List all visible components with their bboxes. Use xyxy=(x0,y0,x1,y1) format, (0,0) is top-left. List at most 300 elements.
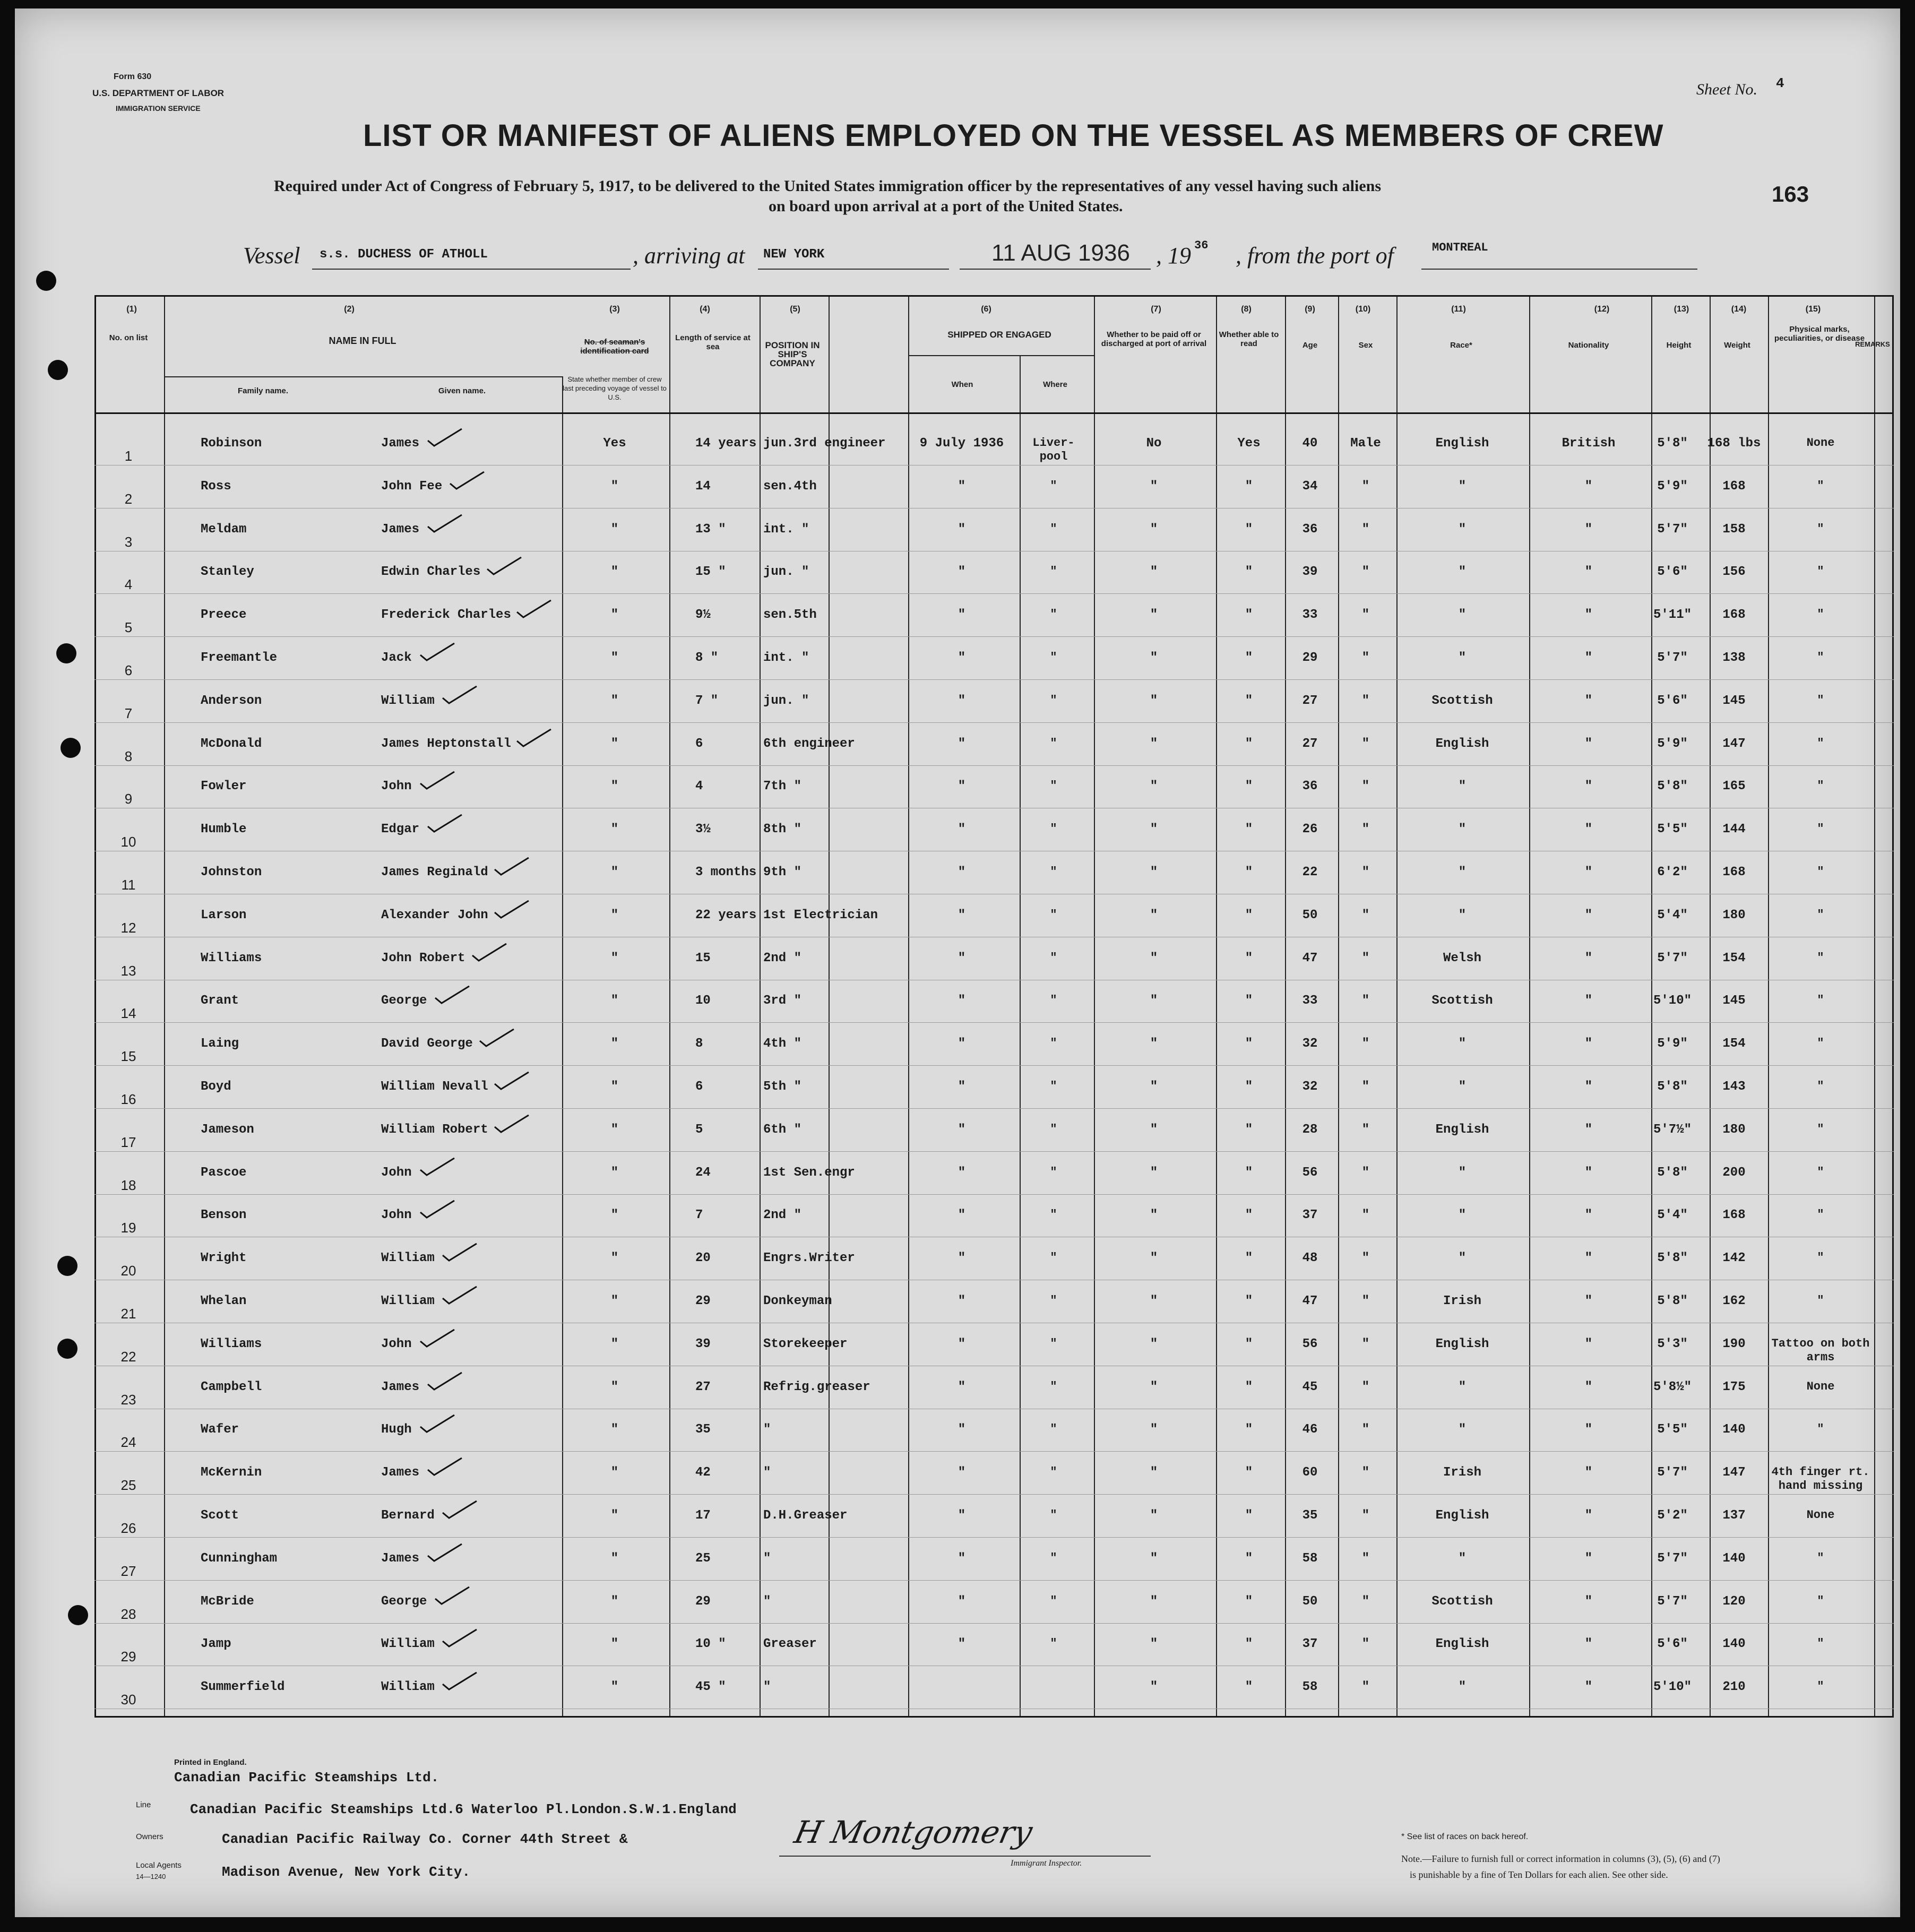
cell-age: 56 xyxy=(1302,1336,1318,1351)
cell-physical: " xyxy=(1817,908,1824,921)
row-number: 14 xyxy=(120,1005,136,1022)
checkmark-icon xyxy=(449,471,486,491)
cell-physical: " xyxy=(1817,1208,1824,1222)
cell-race: " xyxy=(1458,1680,1467,1695)
printed-note: Printed in England. xyxy=(174,1758,247,1767)
row-number: 11 xyxy=(121,877,136,893)
checkmark-icon xyxy=(486,556,523,576)
cell-where: " xyxy=(1050,1594,1057,1608)
cell-family: Campbell xyxy=(201,1379,262,1394)
cell-position: " xyxy=(763,1594,771,1609)
cell-nationality: " xyxy=(1584,608,1593,623)
cell-sex: " xyxy=(1361,479,1370,494)
cell-when: " xyxy=(958,951,966,965)
cell-family: Boyd xyxy=(201,1080,231,1094)
cell-position: 8th " xyxy=(763,822,802,837)
from-underline xyxy=(1421,269,1697,270)
cell-position: 6th engineer xyxy=(763,736,855,751)
cell-prev: " xyxy=(610,1122,619,1137)
from-label: , from the port of xyxy=(1236,243,1394,269)
cell-read: " xyxy=(1245,736,1253,751)
row-number: 29 xyxy=(120,1649,136,1665)
row-divider xyxy=(94,1451,1894,1452)
year: 36 xyxy=(1194,239,1209,252)
cell-given: Alexander John xyxy=(381,908,488,922)
cell-paid: " xyxy=(1150,1080,1158,1094)
checkmark-icon xyxy=(419,1157,456,1177)
punch-hole xyxy=(36,271,56,291)
cell-sex: " xyxy=(1361,1251,1370,1266)
row-number: 25 xyxy=(120,1477,136,1494)
cell-sex: " xyxy=(1361,865,1370,879)
checkmark-icon xyxy=(434,985,471,1005)
cell-nationality: " xyxy=(1584,479,1593,494)
cell-service: 6 xyxy=(695,1080,703,1094)
cell-sex: " xyxy=(1361,1294,1370,1308)
cell-race: " xyxy=(1458,1208,1467,1223)
cell-age: 33 xyxy=(1302,608,1318,623)
cell-when: " xyxy=(958,1422,966,1437)
cell-family: Robinson xyxy=(201,436,262,451)
cell-physical: " xyxy=(1817,779,1824,793)
cell-sex: " xyxy=(1361,608,1370,623)
header-sex: Sex xyxy=(1358,341,1373,350)
cell-physical: " xyxy=(1817,865,1824,878)
cell-prev: " xyxy=(610,908,619,922)
form-number: Form 630 xyxy=(114,72,152,81)
checkmark-icon xyxy=(419,1200,456,1220)
cell-when: " xyxy=(958,736,966,751)
cell-height: 5'8" xyxy=(1657,1080,1688,1094)
cell-nationality: " xyxy=(1584,1122,1593,1137)
cell-family: Preece xyxy=(201,608,247,623)
cell-service: 10 xyxy=(695,994,711,1008)
cell-when: " xyxy=(958,994,966,1008)
cell-service: 29 xyxy=(695,1294,711,1308)
cell-nationality: " xyxy=(1584,1165,1593,1180)
cell-family: Whelan xyxy=(201,1294,247,1308)
cell-sex: " xyxy=(1361,1037,1370,1051)
company-name: Canadian Pacific Steamships Ltd. xyxy=(174,1770,439,1786)
cell-age: 37 xyxy=(1302,1208,1318,1223)
header-height: Height xyxy=(1666,341,1692,350)
checkmark-icon xyxy=(516,599,553,619)
cell-read: Yes xyxy=(1237,436,1261,451)
cell-prev: " xyxy=(610,1551,619,1566)
cell-race: " xyxy=(1458,651,1467,665)
cell-age: 60 xyxy=(1302,1465,1318,1480)
cell-given: John xyxy=(381,779,412,794)
colnum: (2) xyxy=(344,305,355,314)
cell-race: English xyxy=(1435,1508,1489,1523)
cell-prev: " xyxy=(610,1465,619,1480)
cell-read: " xyxy=(1245,651,1253,665)
cell-given: John xyxy=(381,1208,412,1223)
subtitle-line-1: Required under Act of Congress of February 5, 1917, to be delivered to the United States immigration officer by the representatives of any vessel having such aliens xyxy=(274,177,1381,195)
cell-sex: " xyxy=(1361,1637,1370,1652)
cell-position: sen.4th xyxy=(763,479,817,494)
row-divider xyxy=(94,1537,1894,1538)
cell-given: Hugh xyxy=(381,1422,412,1437)
punch-hole xyxy=(61,738,81,758)
checkmark-icon xyxy=(442,1500,479,1520)
cell-when: " xyxy=(958,1465,966,1480)
colnum: (15) xyxy=(1805,305,1821,314)
agents-label: Local Agents xyxy=(136,1861,182,1870)
cell-age: 36 xyxy=(1302,522,1318,537)
row-number: 10 xyxy=(120,834,136,850)
row-number: 8 xyxy=(124,748,133,764)
cell-sex: " xyxy=(1361,1465,1370,1480)
cell-weight: 156 xyxy=(1722,565,1746,580)
cell-prev: " xyxy=(610,651,619,665)
cell-paid: " xyxy=(1150,1336,1158,1351)
cell-given: James xyxy=(381,1465,420,1480)
cell-age: 50 xyxy=(1302,908,1318,922)
row-number: 26 xyxy=(120,1520,136,1536)
cell-physical: " xyxy=(1817,565,1824,579)
cell-race: Scottish xyxy=(1431,1594,1493,1609)
cell-when: " xyxy=(958,1208,966,1223)
cell-physical: " xyxy=(1817,1165,1824,1179)
cell-race: " xyxy=(1458,1037,1467,1051)
checkmark-icon xyxy=(442,1286,479,1306)
cell-race: Scottish xyxy=(1431,693,1493,708)
form-code: 14—1240 xyxy=(136,1873,166,1881)
cell-nationality: " xyxy=(1584,779,1593,794)
cell-when: " xyxy=(958,1037,966,1051)
punch-hole xyxy=(57,1256,77,1276)
cell-prev: " xyxy=(610,1336,619,1351)
cell-weight: 137 xyxy=(1722,1508,1746,1523)
cell-height: 5'9" xyxy=(1657,479,1688,494)
cell-nationality: " xyxy=(1584,1294,1593,1308)
cell-race: " xyxy=(1458,565,1467,580)
cell-weight: 144 xyxy=(1722,822,1746,837)
cell-sex: " xyxy=(1361,1680,1370,1695)
cell-nationality: " xyxy=(1584,1251,1593,1266)
cell-when: " xyxy=(958,1294,966,1308)
cell-age: 50 xyxy=(1302,1594,1318,1609)
cell-service: 22 years xyxy=(695,908,757,922)
cell-where: " xyxy=(1050,608,1057,622)
cell-weight: 168 xyxy=(1722,1208,1746,1223)
cell-race: English xyxy=(1435,1336,1489,1351)
cell-when: " xyxy=(958,908,966,922)
cell-prev: " xyxy=(610,608,619,623)
row-number: 7 xyxy=(124,705,133,721)
cell-service: 24 xyxy=(695,1165,711,1180)
cell-prev: " xyxy=(610,1637,619,1652)
header-able-read: Whether able to read xyxy=(1219,330,1279,348)
checkmark-icon xyxy=(427,1372,464,1392)
cell-given: William Nevall xyxy=(381,1080,488,1094)
cell-family: Jameson xyxy=(201,1122,254,1137)
cell-family: Ross xyxy=(201,479,231,494)
cell-service: 39 xyxy=(695,1336,711,1351)
cell-weight: 120 xyxy=(1722,1594,1746,1609)
cell-nationality: " xyxy=(1584,1465,1593,1480)
cell-sex: " xyxy=(1361,779,1370,794)
cell-position: D.H.Greaser xyxy=(763,1508,848,1523)
department: U.S. DEPARTMENT OF LABOR xyxy=(92,88,225,98)
cell-family: Wright xyxy=(201,1251,247,1266)
cell-height: 6'2" xyxy=(1657,865,1688,879)
cell-age: 26 xyxy=(1302,822,1318,837)
cell-service: 6 xyxy=(695,736,703,751)
cell-nationality: " xyxy=(1584,1594,1593,1609)
cell-weight: 138 xyxy=(1722,651,1746,665)
cell-where: " xyxy=(1050,565,1057,579)
cell-read: " xyxy=(1245,865,1253,879)
cell-where: " xyxy=(1050,822,1057,836)
cell-family: Scott xyxy=(201,1508,239,1523)
cell-when: " xyxy=(958,1336,966,1351)
cell-paid: " xyxy=(1150,865,1158,879)
cell-nationality: " xyxy=(1584,822,1593,837)
cell-when: 9 July 1936 xyxy=(919,436,1004,451)
cell-service: 27 xyxy=(695,1379,711,1394)
cell-position: jun. " xyxy=(763,693,809,708)
inspector-signature: H Montgomery xyxy=(791,1814,1036,1850)
cell-read: " xyxy=(1245,479,1253,494)
row-divider xyxy=(94,1494,1894,1495)
checkmark-icon xyxy=(427,514,464,534)
cell-service: 3 months xyxy=(695,865,757,879)
cell-age: 45 xyxy=(1302,1379,1318,1394)
cell-paid: " xyxy=(1150,1551,1158,1566)
cell-height: 5'7" xyxy=(1657,1551,1688,1566)
cell-read: " xyxy=(1245,1594,1253,1609)
cell-service: 14 xyxy=(695,479,711,494)
cell-prev: " xyxy=(610,822,619,837)
cell-sex: " xyxy=(1361,522,1370,537)
cell-nationality: " xyxy=(1584,1551,1593,1566)
cell-nationality: " xyxy=(1584,1637,1593,1652)
cell-position: jun. " xyxy=(763,565,809,580)
cell-read: " xyxy=(1245,1680,1253,1695)
cell-nationality: " xyxy=(1584,651,1593,665)
cell-age: 39 xyxy=(1302,565,1318,580)
cell-physical: " xyxy=(1817,1294,1824,1307)
cell-age: 22 xyxy=(1302,865,1318,879)
row-number: 18 xyxy=(120,1177,136,1193)
cell-position: Donkeyman xyxy=(763,1294,832,1308)
cell-age: 47 xyxy=(1302,1294,1318,1308)
cell-read: " xyxy=(1245,1637,1253,1652)
header-paid-off: Whether to be paid off or discharged at port of arrival xyxy=(1101,330,1207,348)
cell-physical: " xyxy=(1817,1680,1824,1694)
year-label: , 19 xyxy=(1156,243,1191,269)
cell-paid: " xyxy=(1150,651,1158,665)
cell-height: 5'8" xyxy=(1657,1165,1688,1180)
cell-paid: " xyxy=(1150,522,1158,537)
row-number: 9 xyxy=(124,791,133,807)
cell-read: " xyxy=(1245,1465,1253,1480)
agents-value-1: Canadian Pacific Railway Co. Corner 44th Street & xyxy=(222,1831,628,1847)
cell-sex: Male xyxy=(1350,436,1381,451)
cell-sex: " xyxy=(1361,1165,1370,1180)
cell-prev: " xyxy=(610,1422,619,1437)
checkmark-icon xyxy=(427,1543,464,1563)
cell-service: 5 xyxy=(695,1122,703,1137)
row-number: 13 xyxy=(120,962,136,979)
cell-where: " xyxy=(1050,1336,1057,1350)
cell-position: sen.5th xyxy=(763,608,817,623)
cell-family: Wafer xyxy=(201,1422,239,1437)
row-number: 16 xyxy=(120,1091,136,1107)
checkmark-icon xyxy=(442,685,479,705)
vessel-name: s.s. DUCHESS OF ATHOLL xyxy=(320,247,488,262)
row-divider xyxy=(94,765,1894,766)
colnum: (13) xyxy=(1674,305,1689,314)
sheet-number: 4 xyxy=(1776,75,1784,91)
header-weight: Weight xyxy=(1724,341,1750,350)
cell-family: Williams xyxy=(201,951,262,965)
cell-height: 5'2" xyxy=(1657,1508,1688,1523)
colnum: (14) xyxy=(1731,305,1747,314)
cell-family: Fowler xyxy=(201,779,247,794)
row-number: 15 xyxy=(120,1048,136,1065)
header-given-name: Given name. xyxy=(438,386,486,395)
cell-read: " xyxy=(1245,1336,1253,1351)
cell-height: 5'7" xyxy=(1657,1594,1688,1609)
cell-where: " xyxy=(1050,1551,1057,1565)
row-divider xyxy=(94,1194,1894,1195)
cell-height: 5'7" xyxy=(1657,951,1688,965)
cell-service: 9½ xyxy=(695,608,711,623)
cell-service: 7 " xyxy=(695,693,719,708)
cell-where: " xyxy=(1050,1379,1057,1393)
cell-weight: 190 xyxy=(1722,1336,1746,1351)
date-underline xyxy=(960,269,1151,270)
cell-position: 6th " xyxy=(763,1122,802,1137)
cell-given: Edgar xyxy=(381,822,420,837)
cell-paid: " xyxy=(1150,822,1158,837)
cell-where: " xyxy=(1050,479,1057,493)
cell-where: " xyxy=(1050,1122,1057,1136)
cell-weight: 168 lbs xyxy=(1707,436,1761,451)
header-when: When xyxy=(951,380,973,389)
cell-nationality: " xyxy=(1584,1080,1593,1094)
cell-race: " xyxy=(1458,479,1467,494)
cell-read: " xyxy=(1245,1294,1253,1308)
cell-paid: " xyxy=(1150,1680,1158,1695)
cell-read: " xyxy=(1245,1508,1253,1523)
cell-family: Grant xyxy=(201,994,239,1008)
cell-paid: " xyxy=(1150,565,1158,580)
checkmark-icon xyxy=(494,1071,531,1091)
cell-physical: None xyxy=(1806,1379,1835,1393)
cell-physical: " xyxy=(1817,736,1824,750)
cell-weight: 180 xyxy=(1722,1122,1746,1137)
cell-nationality: " xyxy=(1584,693,1593,708)
line-label: Line xyxy=(136,1800,151,1809)
cell-family: Larson xyxy=(201,908,247,922)
cell-service: 8 " xyxy=(695,651,719,665)
cell-height: 5'5" xyxy=(1657,1422,1688,1437)
cell-race: Welsh xyxy=(1443,951,1481,965)
colnum: (11) xyxy=(1451,305,1466,314)
cell-physical: " xyxy=(1817,994,1824,1007)
cell-weight: 140 xyxy=(1722,1637,1746,1652)
cell-service: 7 xyxy=(695,1208,703,1223)
cell-sex: " xyxy=(1361,565,1370,580)
row-divider xyxy=(94,1108,1894,1109)
cell-nationality: " xyxy=(1584,736,1593,751)
cell-paid: " xyxy=(1150,994,1158,1008)
colnum: (12) xyxy=(1594,305,1610,314)
cell-nationality: " xyxy=(1584,994,1593,1008)
owners-label: Owners xyxy=(136,1832,163,1841)
page-number: 163 xyxy=(1772,182,1809,206)
cell-position: jun.3rd engineer xyxy=(763,436,886,451)
cell-where: " xyxy=(1050,1165,1057,1179)
colnum: (9) xyxy=(1305,305,1315,314)
cell-height: 5'8" xyxy=(1657,1294,1688,1308)
checkmark-icon xyxy=(442,1243,479,1263)
checkmark-icon xyxy=(494,857,531,877)
cell-position: 7th " xyxy=(763,779,802,794)
cell-given: John Fee xyxy=(381,479,443,494)
checkmark-icon xyxy=(427,428,464,448)
cell-paid: " xyxy=(1150,1508,1158,1523)
cell-position: " xyxy=(763,1680,771,1695)
cell-service: 45 " xyxy=(695,1680,726,1695)
sheet-label: Sheet No. xyxy=(1696,81,1757,98)
cell-given: William xyxy=(381,1251,435,1266)
cell-age: 56 xyxy=(1302,1165,1318,1180)
cell-when: " xyxy=(958,479,966,494)
row-number: 3 xyxy=(124,533,133,550)
cell-when: " xyxy=(958,779,966,794)
cell-age: 27 xyxy=(1302,693,1318,708)
header-seaman-card-note: State whether member of crew last preceding voyage of vessel to U.S. xyxy=(563,375,667,401)
cell-given: James Heptonstall xyxy=(381,736,511,751)
cell-sex: " xyxy=(1361,908,1370,922)
header-shipped: SHIPPED OR ENGAGED xyxy=(947,330,1051,340)
cell-where: " xyxy=(1050,865,1057,878)
cell-given: James xyxy=(381,522,420,537)
cell-weight: 168 xyxy=(1722,608,1746,623)
cell-physical: " xyxy=(1817,608,1824,622)
agents-value-2: Madison Avenue, New York City. xyxy=(222,1864,471,1880)
cell-family: Pascoe xyxy=(201,1165,247,1180)
punch-hole xyxy=(57,1339,77,1359)
from-port: MONTREAL xyxy=(1432,241,1488,254)
cell-height: 5'11" xyxy=(1653,608,1692,623)
cell-given: Frederick Charles xyxy=(381,608,511,623)
checkmark-icon xyxy=(442,1671,479,1692)
cell-prev: " xyxy=(610,865,619,879)
cell-nationality: " xyxy=(1584,522,1593,537)
row-divider xyxy=(94,722,1894,723)
header-race: Race* xyxy=(1450,341,1472,350)
cell-age: 34 xyxy=(1302,479,1318,494)
cell-nationality: " xyxy=(1584,1037,1593,1051)
cell-height: 5'5" xyxy=(1657,822,1688,837)
cell-prev: " xyxy=(610,1037,619,1051)
cell-where: " xyxy=(1050,1508,1057,1522)
header-no-on-list: No. on list xyxy=(109,333,148,342)
cell-race: " xyxy=(1458,822,1467,837)
cell-read: " xyxy=(1245,1080,1253,1094)
checkmark-icon xyxy=(442,1628,479,1649)
cell-weight: 180 xyxy=(1722,908,1746,922)
cell-physical: " xyxy=(1817,1122,1824,1136)
cell-age: 58 xyxy=(1302,1551,1318,1566)
cell-given: James xyxy=(381,1551,420,1566)
